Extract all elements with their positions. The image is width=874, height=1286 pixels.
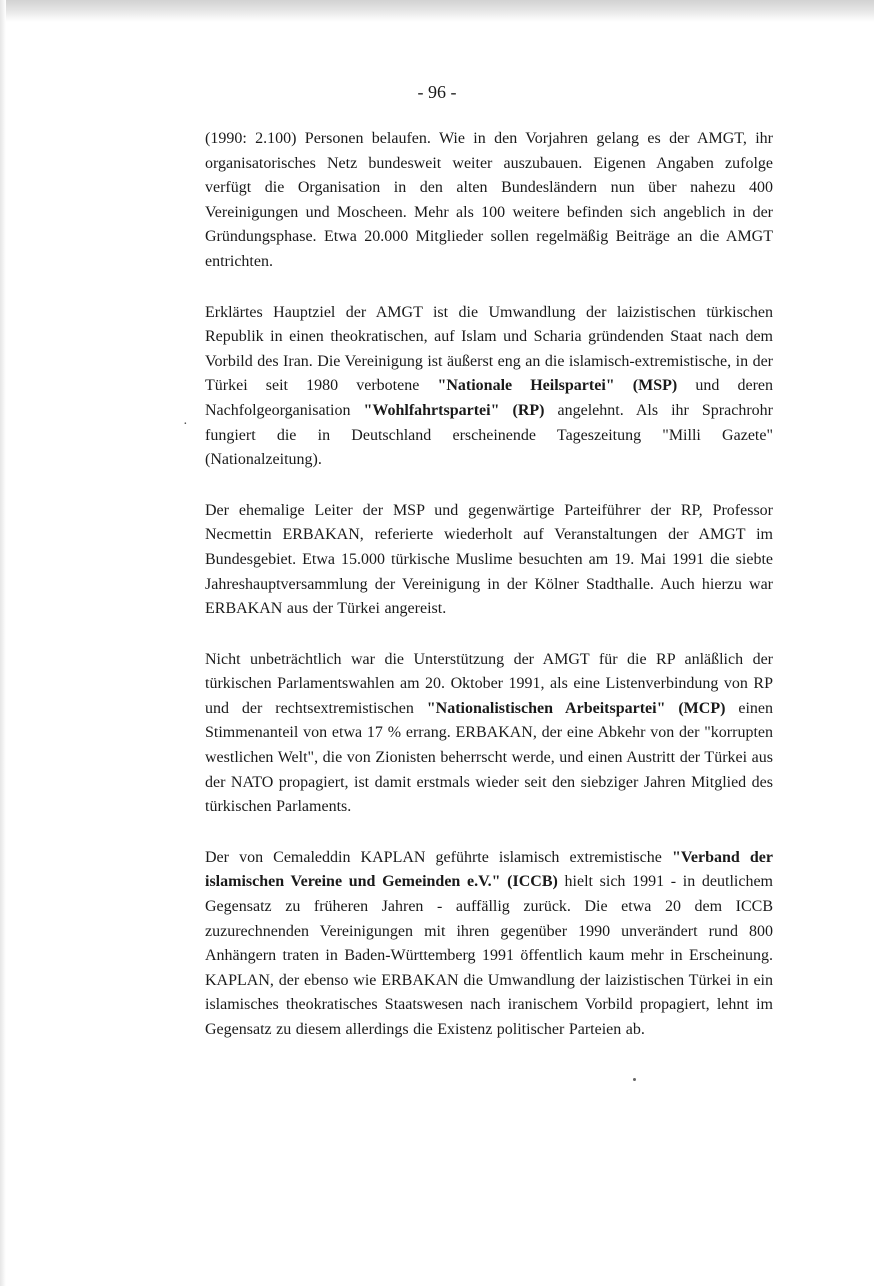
text-segment: Der von Cemaleddin KAPLAN geführte islamisch extremistische [205, 848, 672, 866]
paragraph-membership [205, 127, 773, 275]
party-name-mcp: "Nationalistischen Arbeitspartei" (MCP) [426, 699, 726, 717]
margin-mark: · [183, 417, 188, 432]
text-segment: Der ehemalige Leiter der MSP und gegenwärtige Parteiführer der RP, Professor Necmettin ERBAKAN, referierte wiederholt auf Veranstaltungen der AMGT im Bundesgebiet. Etwa 15.000 türkische Muslime besuchten am 19. Mai 1991 die siebte Jahreshauptversammlung der Vereinigung in der Kölner Stadthalle. Auch hierzu war ERBAKAN aus der Türkei angereist. [205, 501, 773, 618]
text-segment: Nicht unbeträchtlich war die Unterstützung der AMGT für die RP anläßlich der türkischen Parlamentswahlen am 20. Oktober 1991, als eine Listenverbindung von RP und der rechtsextremistischen [205, 650, 773, 717]
paragraph-iccb [205, 846, 773, 1043]
text-segment: einen Stimmenanteil von etwa 17 % errang. ERBAKAN, der eine Abkehr von der "korrupten westlichen Welt", die von Zionisten beherrscht werde, und einen Austritt der Türkei aus der NATO propagiert, ist damit erstmals wieder seit den siebziger Jahren Mitglied des türkischen Parlaments. [205, 699, 774, 816]
text-segment: (1990: 2.100) Personen belaufen. Wie in den Vorjahren gelang es der AMGT, ihr organisatorisches Netz bundesweit weiter auszubauen. Eigenen Angaben zufolge verfügt die Organisation in den alten Bundesländern nun über nahezu 400 Vereinigungen und Moscheen. Mehr als 100 weitere befinden sich angeblich in der Gründungsphase. Etwa 20.000 Mitglieder sollen regelmäßig Beiträge an die AMGT entrichten. [205, 130, 773, 270]
paragraph-elections [205, 648, 773, 820]
scan-shadow-left [0, 0, 6, 1286]
text-segment: angelehnt. Als ihr Sprachrohr fungiert die in Deutschland erscheinende Tageszeitung "Milli Gazete" (Nationalzeitung). [205, 401, 773, 469]
paragraph-erbakan [205, 499, 773, 622]
party-name-msp: "Nationale Heilspartei" (MSP) [437, 377, 678, 395]
document-body [205, 127, 773, 1069]
scan-speck [633, 1078, 636, 1081]
text-segment: Erklärtes Hauptziel der AMGT ist die Umwandlung der laizistischen türkischen Republik in einen theokratischen, auf Islam und Scharia gründenden Staat nach dem Vorbild des Iran. Die Vereinigung ist äußerst eng an die islamisch-extremistische, in der Türkei seit 1980 verbotene [205, 303, 773, 395]
party-name-rp: "Wohlfahrtspartei" (RP) [363, 401, 545, 419]
text-segment: und deren Nachfolgeorganisation [205, 377, 773, 419]
paragraph-main-goal [205, 301, 773, 473]
page-number: - 96 - [417, 82, 457, 102]
scan-shadow-top [0, 0, 874, 22]
text-segment: hielt sich 1991 - in deutlichem Gegensatz zu früheren Jahren - auffällig zurück. Die etwa 20 dem ICCB zuzurechnenden Vereinigungen mit ihren gegenüber 1990 unverändert rund 800 Anhängern traten in Baden-Württemberg 1991 öffentlich kaum mehr in Erscheinung. KAPLAN, der ebenso wie ERBAKAN die Umwandlung der laizistischen Türkei in ein islamisches theokratisches Staatswesen nach iranischem Vorbild propagiert, lehnt im Gegensatz zu diesem allerdings die Existenz politischer Parteien ab. [205, 873, 773, 1038]
association-name-iccb: "Verband der islamischen Vereine und Gemeinden e.V." (ICCB) [205, 848, 774, 891]
